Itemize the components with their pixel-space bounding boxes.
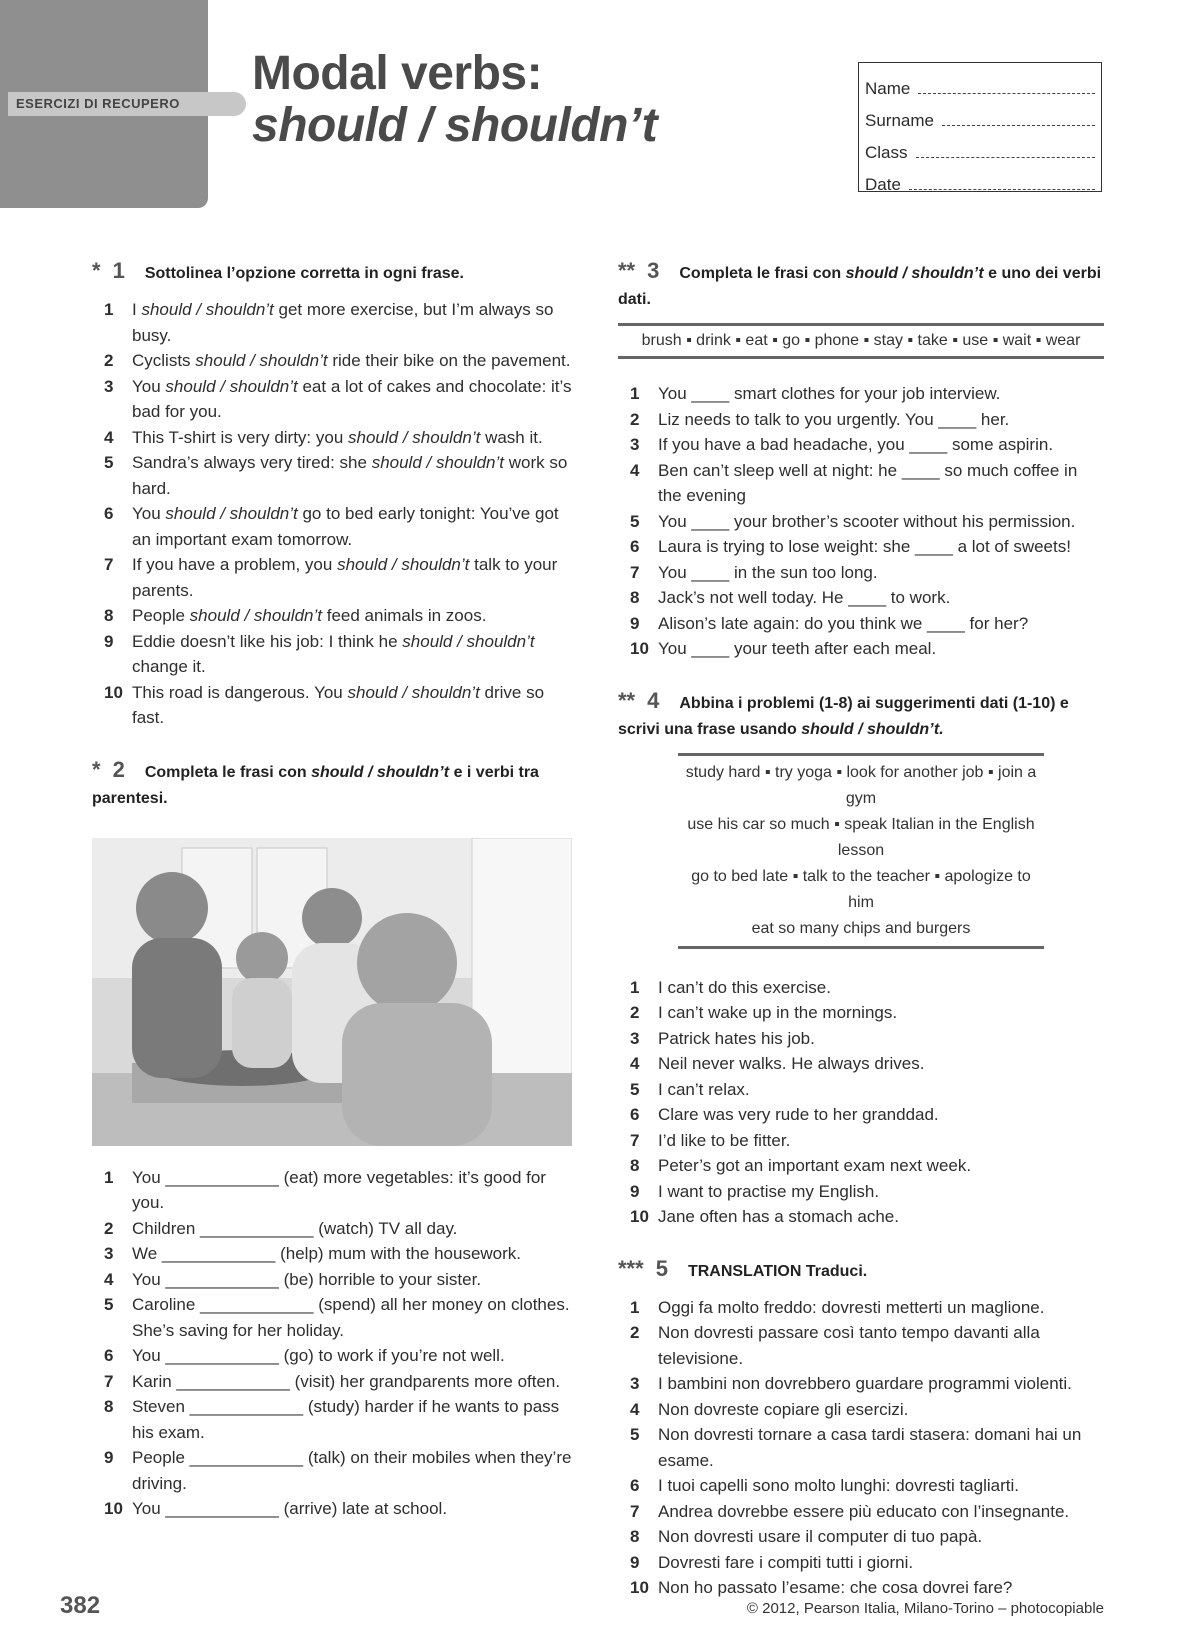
list-item bbox=[618, 1051, 1104, 1077]
item-text: Oggi fa molto freddo: dovresti metterti un maglione. bbox=[658, 1297, 1045, 1317]
left-column bbox=[92, 258, 572, 1548]
exercise-2-list bbox=[92, 1165, 572, 1522]
student-info-box bbox=[858, 62, 1102, 192]
list-item bbox=[618, 407, 1104, 433]
list-item bbox=[618, 1473, 1104, 1499]
item-text: Peter’s got an important exam next week. bbox=[658, 1156, 972, 1175]
list-item bbox=[92, 629, 572, 680]
exercise-5-heading: *** 5 TRANSLATION Traduci. bbox=[618, 1255, 868, 1281]
list-item bbox=[618, 1295, 1104, 1321]
list-item bbox=[618, 1077, 1104, 1103]
list-item bbox=[92, 1165, 572, 1216]
list-item bbox=[618, 1204, 1104, 1230]
item-text: You should / shouldn’t eat a lot of cakes and chocolate: it’s bad for you. bbox=[132, 376, 572, 421]
item-text: People ____________ (talk) on their mobiles when they’re driving. bbox=[132, 1448, 572, 1493]
exercise-number: 2 bbox=[112, 756, 125, 782]
item-text: Non dovresti passare così tanto tempo davanti alla televisione. bbox=[658, 1323, 1040, 1368]
item-number: 4 bbox=[630, 1399, 640, 1419]
item-number: 1 bbox=[104, 300, 114, 319]
page-title bbox=[252, 48, 657, 152]
page-number: 382 bbox=[60, 1592, 101, 1619]
item-number: 4 bbox=[630, 460, 640, 480]
item-text: Laura is trying to lose weight: she ____ a lot of sweets! bbox=[658, 537, 1071, 556]
item-text: Cyclists should / shouldn’t ride their bike on the pavement. bbox=[132, 351, 571, 370]
list-item bbox=[92, 552, 572, 603]
item-number: 8 bbox=[630, 1527, 640, 1546]
list-item bbox=[618, 458, 1104, 509]
exercise-number: 1 bbox=[112, 258, 125, 283]
list-item bbox=[92, 450, 572, 501]
list-item bbox=[92, 1496, 572, 1522]
item-number: 9 bbox=[104, 1448, 114, 1467]
item-number: 9 bbox=[630, 613, 640, 633]
list-item bbox=[92, 1445, 572, 1496]
item-number: 5 bbox=[104, 1295, 114, 1314]
item-number: 1 bbox=[630, 384, 640, 403]
item-text: This road is dangerous. You should / shouldn’t drive so fast. bbox=[132, 682, 545, 727]
item-text: I want to practise my English. bbox=[658, 1181, 880, 1201]
item-text: Andrea dovrebbe essere più educato con l’insegnante. bbox=[658, 1501, 1070, 1521]
item-text: We ____________ (help) mum with the housework. bbox=[132, 1244, 522, 1263]
item-number: 8 bbox=[104, 1397, 114, 1416]
item-number: 3 bbox=[630, 1028, 640, 1048]
list-item bbox=[92, 1343, 572, 1369]
item-text: You ____________ (arrive) late at school. bbox=[132, 1499, 448, 1518]
right-column bbox=[618, 258, 1104, 1627]
list-item bbox=[92, 603, 572, 629]
exercise-number: 4 bbox=[647, 687, 660, 713]
item-number: 8 bbox=[104, 606, 114, 625]
item-number: 6 bbox=[630, 1105, 640, 1124]
item-text: You ____ in the sun too long. bbox=[658, 562, 878, 582]
list-item bbox=[618, 1524, 1104, 1550]
family-kitchen-photo bbox=[92, 838, 572, 1146]
list-item bbox=[618, 1179, 1104, 1205]
difficulty-stars: ** bbox=[618, 687, 636, 713]
exercise-1-list bbox=[92, 297, 572, 731]
exercise-instruction: Sottolinea l’opzione corretta in ogni frase. bbox=[144, 265, 464, 282]
list-item bbox=[92, 1369, 572, 1395]
item-text: Ben can’t sleep well at night: he ____ so much coffee in the evening bbox=[658, 460, 1078, 505]
difficulty-stars: ** bbox=[618, 258, 636, 283]
item-text: Karin ____________ (visit) her grandparents more often. bbox=[132, 1371, 561, 1391]
exercise-4-list bbox=[618, 975, 1104, 1230]
item-number: 6 bbox=[104, 504, 114, 523]
item-number: 9 bbox=[630, 1181, 640, 1201]
list-item bbox=[92, 1267, 572, 1293]
item-text: Non dovresti usare il computer di tuo papà. bbox=[658, 1527, 983, 1546]
exercise-2-heading: * 2 Completa le frasi con should / shouldn’t e i verbi tra parentesi. bbox=[92, 756, 539, 807]
list-item bbox=[618, 1102, 1104, 1128]
item-number: 1 bbox=[630, 977, 640, 997]
exercise-1-heading bbox=[92, 258, 572, 287]
item-number: 10 bbox=[104, 682, 123, 702]
list-item bbox=[618, 560, 1104, 586]
exercise-3-word-box: brush ▪ drink ▪ eat ▪ go ▪ phone ▪ stay ▪ take ▪ use ▪ wait ▪ wear bbox=[618, 323, 1104, 359]
list-item bbox=[618, 1550, 1104, 1576]
list-item bbox=[618, 1000, 1104, 1026]
list-item bbox=[618, 1422, 1104, 1473]
name-field[interactable]: Name bbox=[865, 67, 1095, 99]
item-number: 10 bbox=[630, 1207, 649, 1226]
title-line-1: Modal verbs: bbox=[252, 47, 543, 100]
item-number: 10 bbox=[630, 639, 649, 658]
exercise-3-heading: ** 3 Completa le frasi con should / shouldn’t e uno dei verbi dati. bbox=[618, 258, 1102, 308]
title-line-2: should / shouldn’t bbox=[252, 99, 658, 152]
list-item bbox=[618, 1575, 1104, 1601]
item-text: If you have a problem, you should / shouldn’t talk to your parents. bbox=[132, 555, 558, 600]
item-text: You ____ your brother’s scooter without his permission. bbox=[658, 511, 1076, 531]
item-text: You ____________ (eat) more vegetables: it’s good for you. bbox=[132, 1167, 546, 1212]
list-item bbox=[92, 680, 572, 731]
item-number: 4 bbox=[104, 427, 114, 447]
item-number: 3 bbox=[630, 1374, 640, 1393]
exercise-5-list bbox=[618, 1295, 1104, 1601]
item-text: Eddie doesn’t like his job: I think he should / shouldn’t change it. bbox=[132, 631, 535, 676]
item-number: 6 bbox=[630, 1476, 640, 1495]
list-item bbox=[92, 348, 572, 374]
item-number: 4 bbox=[630, 1054, 640, 1073]
difficulty-stars: *** bbox=[618, 1255, 644, 1281]
item-number: 3 bbox=[630, 435, 640, 454]
section-tab-label: ESERCIZI DI RECUPERO bbox=[8, 92, 246, 116]
list-item bbox=[618, 1397, 1104, 1423]
item-number: 2 bbox=[630, 409, 640, 429]
item-text: You should / shouldn’t go to bed early tonight: You’ve got an important exam tomorrow. bbox=[132, 504, 559, 549]
list-item bbox=[92, 374, 572, 425]
item-text: Neil never walks. He always drives. bbox=[658, 1054, 925, 1073]
item-number: 8 bbox=[630, 1156, 640, 1175]
item-text: Steven ____________ (study) harder if he wants to pass his exam. bbox=[132, 1397, 560, 1442]
list-item bbox=[92, 1394, 572, 1445]
item-text: Dovresti fare i compiti tutti i giorni. bbox=[658, 1552, 914, 1572]
item-number: 2 bbox=[630, 1323, 640, 1342]
list-item bbox=[618, 1371, 1104, 1397]
list-item bbox=[92, 1292, 572, 1343]
item-number: 5 bbox=[630, 1425, 640, 1444]
copyright-notice: © 2012, Pearson Italia, Milano-Torino – photocopiable bbox=[746, 1600, 1104, 1617]
item-number: 7 bbox=[104, 1371, 114, 1391]
date-field[interactable]: Date bbox=[865, 163, 1095, 195]
item-text: I tuoi capelli sono molto lunghi: dovresti tagliarti. bbox=[658, 1476, 1019, 1495]
list-item bbox=[618, 534, 1104, 560]
list-item bbox=[618, 611, 1104, 637]
item-text: Clare was very rude to her granddad. bbox=[658, 1105, 939, 1124]
item-number: 10 bbox=[630, 1578, 649, 1597]
exercise-4-heading: ** 4 Abbina i problemi (1-8) ai suggerimenti dati (1-10) e scrivi una frase usando should / shouldn’t. bbox=[618, 687, 1069, 738]
item-text: Jack’s not well today. He ____ to work. bbox=[658, 588, 951, 607]
exercise-number: 3 bbox=[647, 258, 660, 283]
item-number: 1 bbox=[104, 1167, 114, 1187]
item-number: 8 bbox=[630, 588, 640, 607]
list-item bbox=[618, 636, 1104, 662]
exercise-number: 5 bbox=[655, 1255, 668, 1281]
list-item bbox=[618, 585, 1104, 611]
item-text: I should / shouldn’t get more exercise, but I’m always so busy. bbox=[132, 300, 554, 345]
list-item bbox=[92, 297, 572, 348]
item-number: 1 bbox=[630, 1297, 640, 1317]
list-item bbox=[618, 1499, 1104, 1525]
item-text: Alison’s late again: do you think we ____ for her? bbox=[658, 613, 1029, 633]
item-number: 10 bbox=[104, 1499, 123, 1518]
item-number: 5 bbox=[630, 1079, 640, 1099]
list-item bbox=[618, 432, 1104, 458]
list-item bbox=[618, 509, 1104, 535]
item-text: You ____________ (go) to work if you’re not well. bbox=[132, 1346, 505, 1365]
item-text: People should / shouldn’t feed animals in zoos. bbox=[132, 606, 487, 625]
item-text: You ____ smart clothes for your job interview. bbox=[658, 384, 1001, 403]
item-text: Jane often has a stomach ache. bbox=[658, 1207, 899, 1226]
item-text: You ____ your teeth after each meal. bbox=[658, 639, 937, 658]
item-text: Non dovreste copiare gli esercizi. bbox=[658, 1399, 909, 1419]
class-field[interactable]: Class bbox=[865, 131, 1095, 163]
exercise-3-list bbox=[618, 381, 1104, 662]
item-text: Children ____________ (watch) TV all day. bbox=[132, 1218, 458, 1238]
item-number: 7 bbox=[630, 1130, 640, 1150]
item-number: 7 bbox=[630, 562, 640, 582]
list-item bbox=[92, 501, 572, 552]
list-item bbox=[618, 1153, 1104, 1179]
item-text: I can’t wake up in the mornings. bbox=[658, 1003, 898, 1022]
list-item bbox=[618, 1320, 1104, 1371]
item-text: I can’t do this exercise. bbox=[658, 977, 831, 997]
item-text: Non ho passato l’esame: che cosa dovrei fare? bbox=[658, 1578, 1013, 1597]
difficulty-stars: * bbox=[92, 258, 101, 283]
item-text: If you have a bad headache, you ____ some aspirin. bbox=[658, 435, 1054, 454]
item-text: This T-shirt is very dirty: you should / shouldn’t wash it. bbox=[132, 427, 543, 447]
item-number: 4 bbox=[104, 1269, 114, 1289]
item-text: Non dovresti tornare a casa tardi stasera: domani hai un esame. bbox=[658, 1425, 1082, 1470]
item-number: 3 bbox=[104, 376, 114, 396]
item-number: 9 bbox=[104, 631, 114, 651]
item-number: 5 bbox=[104, 453, 114, 472]
list-item bbox=[92, 1216, 572, 1242]
list-item bbox=[618, 1128, 1104, 1154]
list-item bbox=[618, 975, 1104, 1001]
item-number: 3 bbox=[104, 1244, 114, 1263]
item-number: 2 bbox=[630, 1003, 640, 1022]
list-item bbox=[618, 1026, 1104, 1052]
item-text: Liz needs to talk to you urgently. You ____ her. bbox=[658, 409, 1010, 429]
difficulty-stars: * bbox=[92, 756, 101, 782]
item-number: 9 bbox=[630, 1552, 640, 1572]
item-number: 7 bbox=[630, 1501, 640, 1521]
item-number: 6 bbox=[630, 537, 640, 556]
item-text: I bambini non dovrebbero guardare programmi violenti. bbox=[658, 1374, 1072, 1393]
item-number: 6 bbox=[104, 1346, 114, 1365]
item-text: Sandra’s always very tired: she should / shouldn’t work so hard. bbox=[132, 453, 568, 498]
item-text: Patrick hates his job. bbox=[658, 1028, 815, 1048]
item-number: 7 bbox=[104, 555, 114, 574]
list-item bbox=[92, 1241, 572, 1267]
item-text: I can’t relax. bbox=[658, 1079, 750, 1099]
item-number: 5 bbox=[630, 511, 640, 531]
item-text: You ____________ (be) horrible to your sister. bbox=[132, 1269, 482, 1289]
list-item bbox=[92, 425, 572, 451]
item-text: I’d like to be fitter. bbox=[658, 1130, 791, 1150]
exercise-4-word-box: study hard ▪ try yoga ▪ look for another job ▪ join a gym use his car so much ▪ speak Italian in the English lesson go to bed late ▪ talk to the teacher ▪ apologize to him eat so many chips and burgers bbox=[678, 753, 1044, 949]
item-text: Caroline ____________ (spend) all her money on clothes. She’s saving for her holiday. bbox=[132, 1295, 570, 1340]
list-item bbox=[618, 381, 1104, 407]
item-number: 2 bbox=[104, 351, 114, 370]
item-number: 2 bbox=[104, 1218, 114, 1238]
surname-field[interactable]: Surname bbox=[865, 99, 1095, 131]
